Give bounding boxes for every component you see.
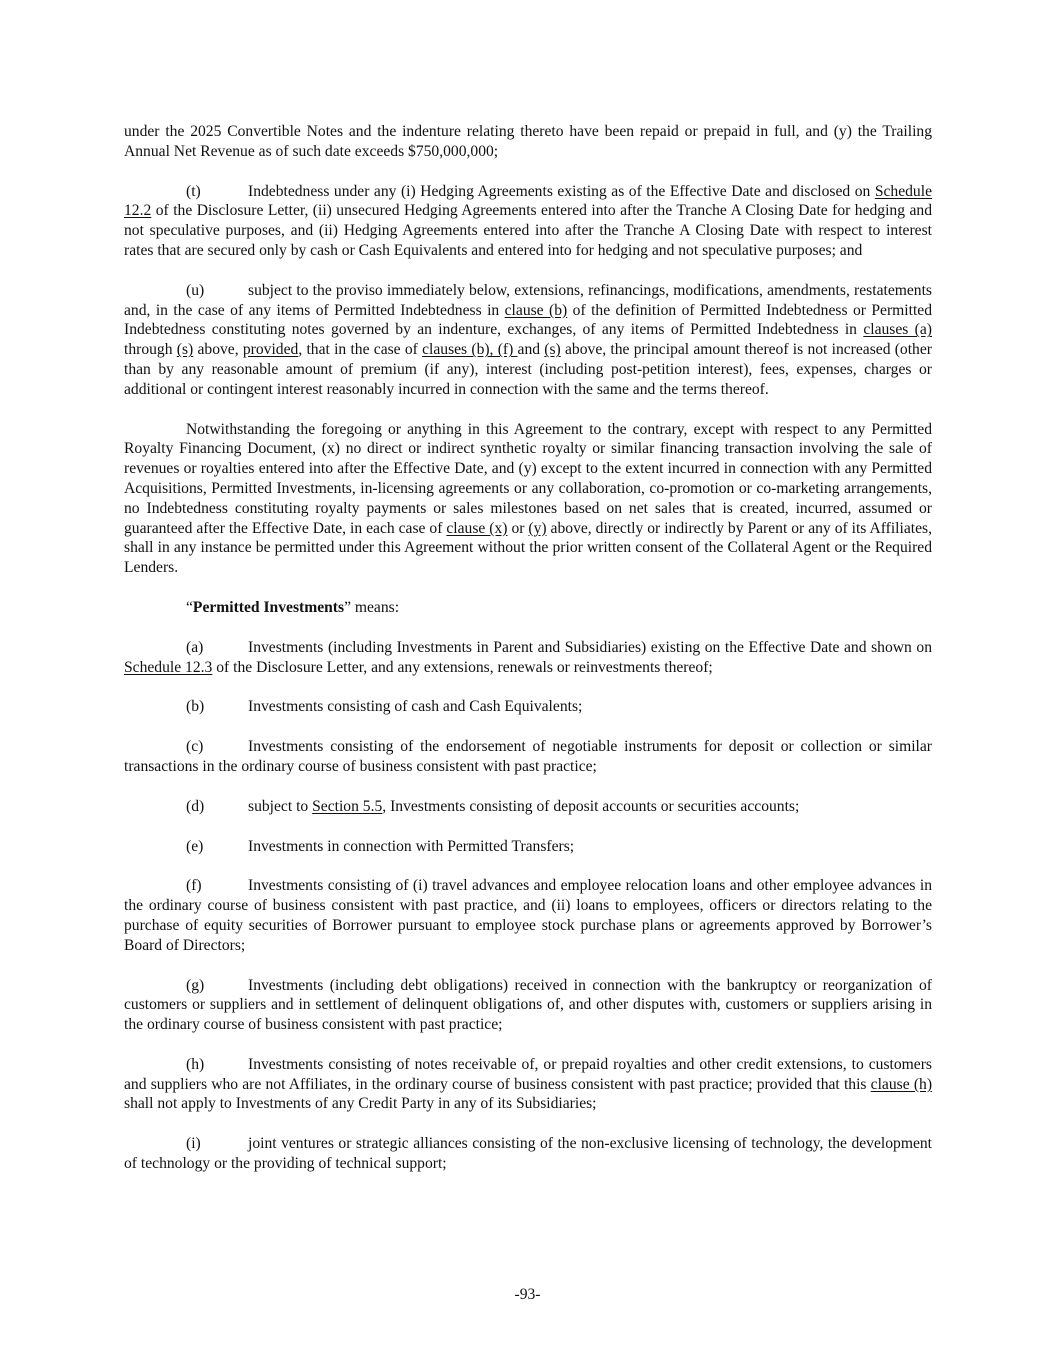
clause-h-paragraph: [124, 1055, 932, 1114]
clause-label: (e): [186, 837, 204, 855]
document-page: [124, 122, 932, 1194]
text-run: and: [517, 341, 545, 359]
clause-a-paragraph: [124, 638, 932, 678]
text-run: , Investments consisting of deposit accounts or securities accounts;: [382, 797, 800, 815]
text-run: of the Disclosure Letter, and any extensions, renewals or reinvestments thereof;: [212, 658, 713, 676]
cross-reference: clause (b): [504, 301, 568, 319]
clause-label: (t): [186, 182, 201, 200]
text-run: or: [507, 519, 529, 537]
clause-g-paragraph: [124, 976, 932, 1035]
clause-b-paragraph: [124, 697, 932, 717]
clause-t-paragraph: [124, 182, 932, 261]
text-run: shall not apply to Investments of any Credit Party in any of its Subsidiaries;: [124, 1095, 597, 1113]
cross-reference: (s): [544, 341, 561, 359]
cross-reference: provided: [242, 341, 299, 359]
clause-u-paragraph: [124, 281, 932, 400]
carryover-paragraph: [124, 122, 932, 162]
clause-label: (i): [186, 1135, 201, 1153]
text-run: , that in the case of: [298, 341, 423, 359]
text-run: above, the principal amount thereof is not increased (other than by any reasonable amount of premium (if any), interest (including post-petition interest), fees, expenses, charges or additional or contingent interest reasonably incurred in connection with the same and the terms thereof.: [124, 341, 932, 398]
page-number: -93-: [514, 1286, 541, 1303]
clause-label: (d): [186, 797, 205, 815]
text-run: of the Disclosure Letter, (ii) unsecured Hedging Agreements entered into after the Tranche A Closing Date for hedging and not speculative purposes, and (ii) Hedging Agreements entered into after the Tranche A Closing Date with respect to interest rates that are secured only by cash or Cash Equivalents and entered into for hedging and not speculative purposes; and: [124, 202, 932, 259]
text-run: under the 2025 Convertible Notes and the indenture relating thereto have been repaid or prepaid in full, and (y) the Trailing Annual Net Revenue as of such date exceeds $750,000,000;: [124, 123, 932, 160]
text-run: of the definition of Permitted Indebtedness or Permitted Indebtedness constituting notes governed by an indenture, exchanges, of any items of Permitted Indebtedness in: [124, 301, 932, 339]
text-run: Indebtedness under any (i) Hedging Agreements existing as of the Effective Date and disclosed on: [248, 182, 875, 200]
text-run: through: [124, 341, 177, 359]
defined-term: Permitted Investments: [192, 598, 345, 616]
text-run: Investments consisting of (i) travel advances and employee relocation loans and other employee advances in the ordinary course of business consistent with past practice, and (ii) loans to employees, officers or directors relating to the purchase of equity securities of Borrower pursuant to employee stock purchase plans or agreements approved by Borrower’s Board of Directors;: [124, 877, 932, 954]
clause-label: (h): [186, 1055, 205, 1073]
clause-label: (b): [186, 698, 205, 716]
definition-heading: [124, 598, 932, 618]
text-run: Investments consisting of cash and Cash Equivalents;: [248, 698, 583, 716]
cross-reference: (y): [528, 519, 547, 537]
clause-label: (a): [186, 638, 204, 656]
clause-label: (u): [186, 281, 205, 299]
text-run: subject to the proviso immediately below, extensions, refinancings, modifications, amendments, restatements and, in the case of any items of Permitted Indebtedness in: [124, 281, 932, 319]
cross-reference: Schedule 12.3: [124, 658, 213, 676]
clause-f-paragraph: [124, 876, 932, 955]
text-run: above,: [193, 341, 243, 359]
cross-reference: Schedule 12.2: [124, 182, 932, 220]
cross-reference: Section 5.5: [312, 797, 383, 815]
text-run: ” means:: [344, 598, 400, 616]
clause-c-paragraph: [124, 737, 932, 777]
cross-reference: (s): [176, 341, 194, 359]
cross-reference: clause (x): [446, 519, 508, 537]
cross-reference: clauses (b), (f): [422, 341, 518, 359]
text-run: subject to: [248, 797, 313, 815]
clause-i-paragraph: [124, 1134, 932, 1174]
clause-d-paragraph: [124, 797, 932, 817]
text-run: Investments (including Investments in Parent and Subsidiaries) existing on the Effective Date and shown on: [248, 638, 932, 656]
cross-reference: clauses (a): [863, 321, 932, 339]
text-run: Investments consisting of the endorsement of negotiable instruments for deposit or collection or similar transactions in the ordinary course of business consistent with past practice;: [124, 738, 932, 775]
clause-label: (f): [186, 877, 202, 895]
clause-label: (c): [186, 738, 204, 756]
text-run: above, directly or indirectly by Parent or any of its Affiliates, shall in any instance be permitted under this Agreement without the prior written consent of the Collateral Agent or the Required Lenders.: [124, 519, 932, 577]
text-run: Investments in connection with Permitted Transfers;: [248, 837, 575, 855]
cross-reference: clause (h): [870, 1075, 933, 1093]
text-run: joint ventures or strategic alliances consisting of the non-exclusive licensing of technology, the development of technology or the providing of technical support;: [124, 1135, 932, 1173]
text-run: Investments consisting of notes receivable of, or prepaid royalties and other credit extensions, to customers and suppliers who are not Affiliates, in the ordinary course of business consistent with past practice; provided that this: [124, 1055, 932, 1093]
text-run: Notwithstanding the foregoing or anything in this Agreement to the contrary, except with respect to any Permitted Royalty Financing Document, (x) no direct or indirect synthetic royalty or similar financing transaction involving the sale of revenues or royalties entered into after the Effective Date, and (y) except to the extent incurred in connection with any Permitted Acquisitions, Permitted Investments, in-licensing agreements or any collaboration, co-promotion or co-marketing arrangements, no Indebtedness constituting royalty payments or sales milestones based on net sales that is created, incurred, assumed or guaranteed after the Effective Date, in each case of: [124, 420, 932, 537]
text-run: “: [186, 598, 193, 616]
notwithstanding-paragraph: [124, 420, 932, 578]
text-run: Investments (including debt obligations) received in connection with the bankruptcy or reorganization of customers or suppliers and in settlement of delinquent obligations of, and other disputes with, customers or suppliers arising in the ordinary course of business consistent with past practice;: [124, 976, 932, 1034]
clause-label: (g): [186, 976, 205, 994]
clause-e-paragraph: [124, 837, 932, 857]
